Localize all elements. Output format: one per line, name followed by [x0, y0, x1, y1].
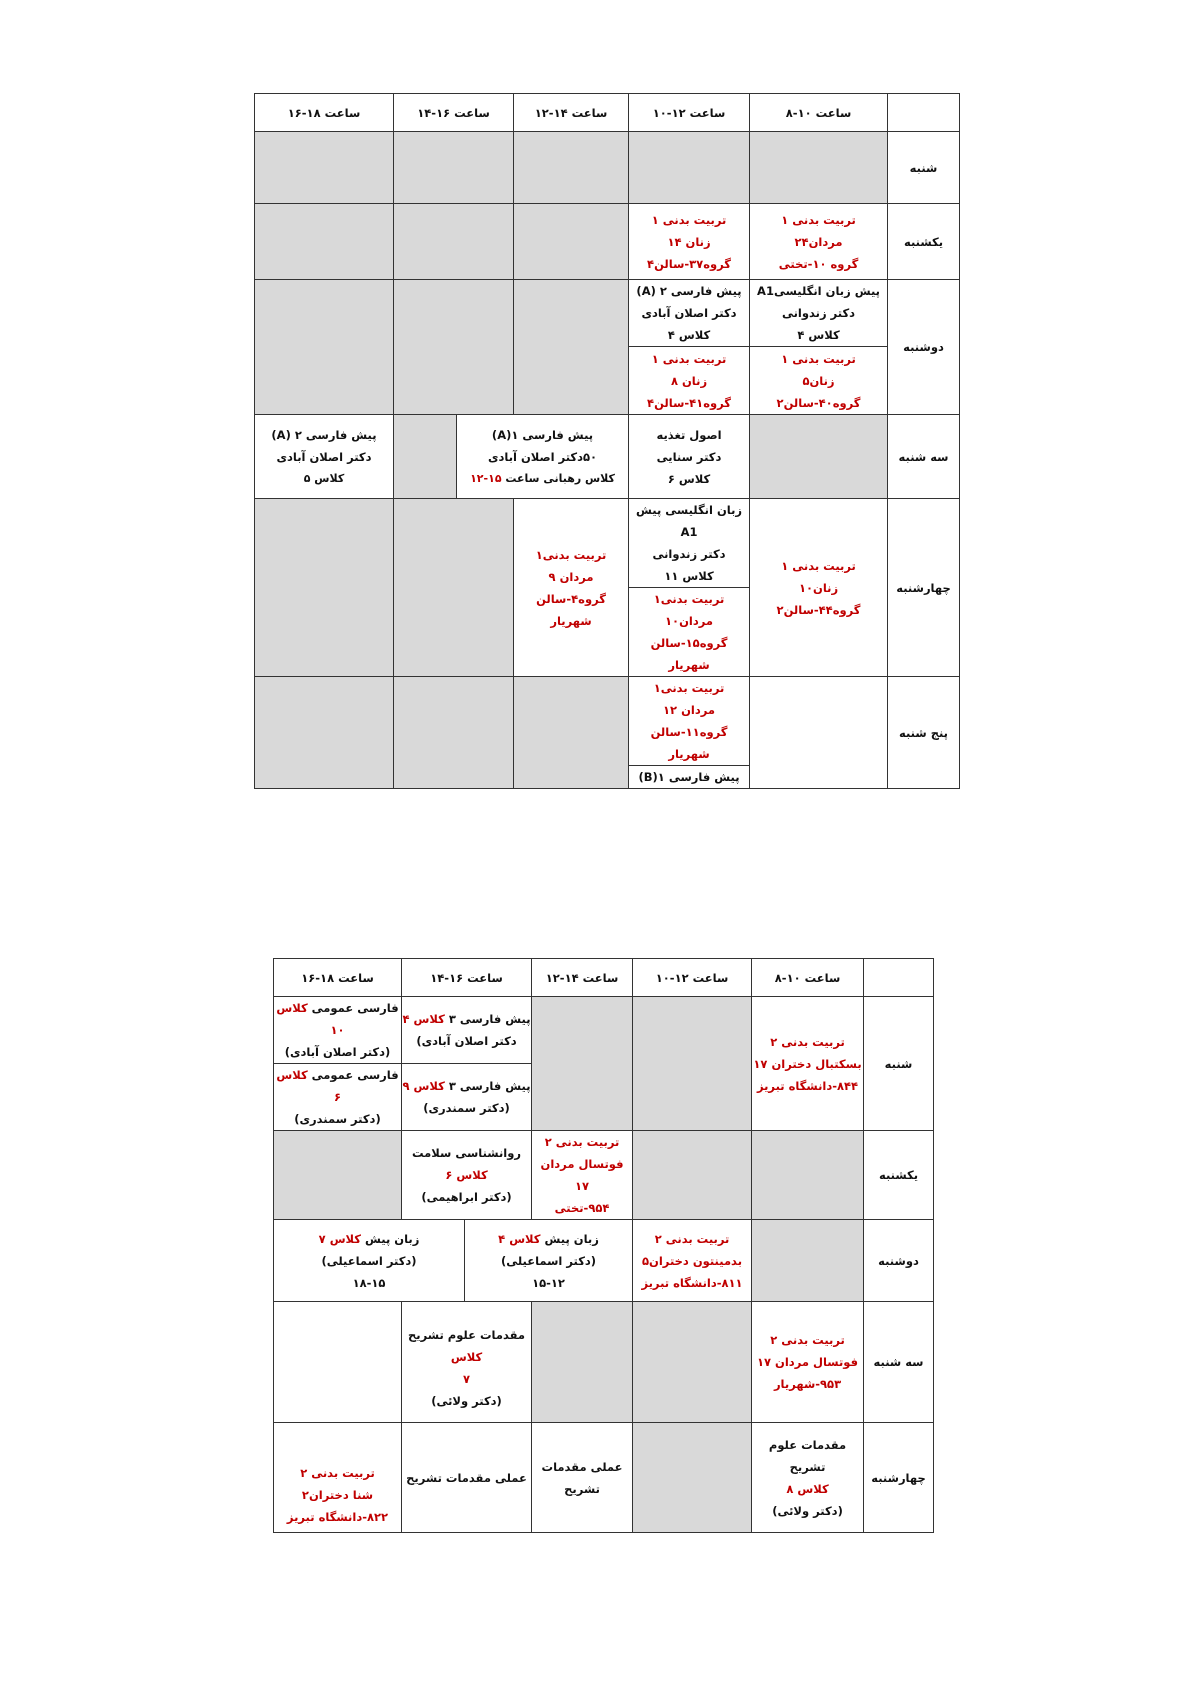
- class-cell: [629, 347, 750, 415]
- class-cell: [274, 997, 402, 1064]
- course-title-cont: تشریح: [564, 1481, 600, 1496]
- empty-cell: [255, 280, 394, 415]
- course-title: تربیت بدنی ۱: [651, 351, 727, 366]
- empty-cell: [750, 132, 888, 204]
- empty-cell: [255, 132, 394, 204]
- course-teacher: (دکتر اسماعیلی): [500, 1253, 597, 1268]
- class-cell: [629, 499, 750, 588]
- course-title-line: [402, 1075, 531, 1097]
- class-cell: پیش فارسی ۱(B): [629, 766, 750, 789]
- course-title: زبان پیش: [544, 1231, 599, 1246]
- empty-cell: [752, 1220, 864, 1302]
- course-group: فوتسال مردان ۱۷: [540, 1157, 624, 1193]
- course-room: کلاس ۴: [402, 1012, 445, 1026]
- row-tuesday: [274, 1302, 934, 1423]
- empty-cell: [255, 499, 394, 677]
- class-cell: [752, 997, 864, 1131]
- course-location: گروه ۱۰-تختی: [778, 256, 859, 271]
- class-cell: [629, 280, 750, 347]
- course-teacher: دکتر اصلان آبادی: [641, 306, 737, 320]
- course-location: ۸۴۴-دانشگاه تبریز: [756, 1078, 859, 1093]
- header-14-16: ساعت ۱۶-۱۴: [394, 94, 514, 132]
- course-title: زبان پیش: [365, 1231, 420, 1246]
- course-room: کلاس: [450, 1350, 483, 1364]
- row-wednesday: [274, 1423, 934, 1533]
- course-teacher: (دکتر اصلان آبادی): [284, 1045, 391, 1059]
- course-title: پیش فارسی ۳: [448, 1079, 531, 1093]
- course-room: کلاس ۴: [667, 328, 711, 342]
- course-group: بسکتبال دختران ۱۷: [753, 1056, 862, 1071]
- course-title: تربیت بدنی ۱: [781, 351, 856, 366]
- class-cell: [274, 1423, 402, 1533]
- header-16-18: ساعت ۱۸-۱۶: [274, 959, 402, 997]
- course-room: کلاس ۱۰: [276, 1001, 345, 1037]
- day-label: یکشنبه: [864, 1131, 934, 1220]
- course-location: ۹۵۳-شهریار: [773, 1377, 842, 1391]
- row-saturday: [274, 997, 934, 1064]
- empty-cell: [750, 415, 888, 499]
- course-teacher: (دکتر ولائی): [431, 1394, 502, 1408]
- header-12-14: ساعت ۱۴-۱۲: [514, 94, 629, 132]
- course-group: زنان۱۰: [798, 580, 839, 595]
- course-time: ۱۸-۱۵: [352, 1275, 386, 1290]
- course-location: ۸۲۲-دانشگاه تبریز: [286, 1510, 389, 1524]
- course-location: گروه۳۷-سالن۴: [647, 256, 731, 271]
- course-location: گروه۱۱-سالن شهریار: [650, 725, 728, 761]
- course-group: زنان ۱۴: [667, 234, 711, 249]
- course-title: تربیت بدنی۱: [653, 592, 725, 606]
- class-cell: [402, 997, 532, 1064]
- course-title: تربیت بدنی ۱: [781, 212, 856, 227]
- course-room: کلاس ۶: [445, 1168, 488, 1182]
- course-room: کلاس ۶: [667, 471, 711, 486]
- course-teacher: دکتر سنایی: [656, 449, 722, 464]
- class-cell: [750, 280, 888, 347]
- course-title-line: [274, 1228, 464, 1250]
- class-cell: [532, 1131, 633, 1220]
- course-group: مردان۱۰: [665, 614, 713, 628]
- course-title: فارسی عمومی: [311, 1001, 399, 1015]
- header-10-12: ساعت ۱۲-۱۰: [629, 94, 750, 132]
- class-cell: [402, 1064, 532, 1131]
- day-label: سه شنبه: [864, 1302, 934, 1423]
- row-monday: [255, 280, 960, 347]
- course-title: روانشناسی سلامت: [411, 1146, 522, 1160]
- course-location: گروه۴۱-سالن۴: [647, 395, 731, 410]
- room-text: کلاس رهبانی ساعت: [505, 471, 615, 485]
- empty-cell: [394, 132, 514, 204]
- course-room: [457, 468, 628, 490]
- course-group: فوتسال مردان ۱۷: [756, 1355, 859, 1369]
- empty-cell: [514, 132, 629, 204]
- course-teacher: (دکتر سمندری): [423, 1101, 510, 1115]
- day-label: شنبه: [864, 997, 934, 1131]
- course-title: تربیت بدنی ۱: [781, 558, 856, 573]
- schedule-table-1: [254, 93, 960, 789]
- course-room: کلاس ۸: [786, 1481, 829, 1496]
- course-title: زبان انگلیسی پیش A1: [636, 503, 743, 539]
- header-10-12: ساعت ۱۲-۱۰: [633, 959, 752, 997]
- course-room: کلاس ۶: [276, 1068, 342, 1104]
- course-title-line: [465, 1228, 632, 1250]
- class-cell: [629, 677, 750, 766]
- row-sunday: [274, 1131, 934, 1220]
- empty-cell: [514, 677, 629, 789]
- class-cell: [750, 499, 888, 677]
- class-cell: [402, 1302, 532, 1423]
- course-group: زنان ۸: [670, 373, 708, 388]
- class-cell: [457, 415, 629, 499]
- class-cell: [465, 1220, 633, 1302]
- course-title: تربیت بدنی ۲: [300, 1466, 375, 1480]
- day-label: چهارشنبه: [888, 499, 960, 677]
- course-group: مردان ۹: [548, 569, 594, 584]
- class-cell: [402, 1131, 532, 1220]
- course-title: تربیت بدنی ۲: [654, 1231, 730, 1246]
- course-room: کلاس ۵: [303, 471, 345, 485]
- empty-cell: [633, 997, 752, 1131]
- course-teacher: (دکتر سمندری): [294, 1112, 381, 1126]
- row-sunday: [255, 204, 960, 280]
- empty-cell: [394, 204, 514, 280]
- course-teacher: دکتر اصلان آبادی: [276, 449, 372, 464]
- empty-cell: [255, 677, 394, 789]
- course-location: گروه۴۴-سالن۲: [776, 602, 861, 617]
- course-location: گروه۴۰-سالن۲: [776, 395, 861, 410]
- course-title: اصول تغذیه: [656, 427, 722, 442]
- day-label: چهارشنبه: [864, 1423, 934, 1533]
- empty-cell: [532, 997, 633, 1131]
- empty-cell: [633, 1131, 752, 1220]
- course-title-line: [402, 1142, 531, 1186]
- course-title: تربیت بدنی ۲: [770, 1333, 845, 1347]
- class-cell: [255, 415, 394, 499]
- course-title: تربیت بدنی۱: [535, 547, 607, 562]
- empty-cell: [394, 499, 514, 677]
- course-teacher: دکتر اصلان آبادی): [416, 1034, 517, 1048]
- empty-cell: [514, 204, 629, 280]
- day-label: دوشنبه: [888, 280, 960, 415]
- class-cell: [629, 204, 750, 280]
- header-8-10: ساعت ۱۰-۸: [752, 959, 864, 997]
- day-label: یکشنبه: [888, 204, 960, 280]
- day-label: پنج شنبه: [888, 677, 960, 789]
- course-teacher: دکتر زندوانی: [781, 306, 856, 320]
- empty-cell: [633, 1302, 752, 1423]
- corner-cell: [888, 94, 960, 132]
- course-room: کلاس ۹: [402, 1079, 445, 1093]
- course-group: بدمینتون دختران۵: [642, 1253, 743, 1268]
- header-row: [274, 959, 934, 997]
- course-title-line: [402, 1008, 531, 1030]
- course-location: ۸۱۱-دانشگاه تبریز: [641, 1275, 743, 1290]
- class-cell: [750, 204, 888, 280]
- course-title: تربیت بدنی ۲: [770, 1034, 845, 1049]
- course-title-line: [274, 1064, 401, 1108]
- course-title-line: [402, 1324, 531, 1368]
- empty-cell: [394, 280, 514, 415]
- row-thursday: [255, 677, 960, 766]
- empty-cell: [255, 204, 394, 280]
- class-cell: [274, 1220, 465, 1302]
- empty-cell: [274, 1131, 402, 1220]
- empty-cell: [394, 415, 457, 499]
- course-room: کلاس ۱۱: [664, 569, 714, 583]
- empty-cell: [394, 677, 514, 789]
- class-cell: [752, 1423, 864, 1533]
- course-title: مقدمات علوم تشریح: [408, 1328, 526, 1342]
- header-row: [255, 94, 960, 132]
- course-room: کلاس ۴: [498, 1231, 541, 1246]
- header-16-18: ساعت ۱۸-۱۶: [255, 94, 394, 132]
- course-title: پیش فارسی ۱(A): [491, 427, 594, 442]
- course-location: گروه۴-سالن شهریار: [536, 591, 606, 628]
- course-group: شنا دختران۲: [301, 1488, 374, 1502]
- empty-cell: [750, 677, 888, 789]
- course-room-number: ۷: [462, 1372, 471, 1386]
- course-title: پیش فارسی ۲ (A): [636, 284, 742, 298]
- course-title: تربیت بدنی۱: [653, 681, 725, 695]
- class-cell: [274, 1064, 402, 1131]
- empty-cell: [514, 280, 629, 415]
- row-tuesday: [255, 415, 960, 499]
- course-title: پیش فارسی ۳: [448, 1012, 531, 1026]
- empty-cell: [629, 132, 750, 204]
- empty-cell: [274, 1302, 402, 1423]
- course-title: پیش فارسی ۲ (A): [271, 427, 377, 442]
- empty-cell: [752, 1131, 864, 1220]
- row-monday: [274, 1220, 934, 1302]
- empty-cell: [532, 1302, 633, 1423]
- class-cell: [532, 1423, 633, 1533]
- empty-cell: [633, 1423, 752, 1533]
- header-14-16: ساعت ۱۶-۱۴: [402, 959, 532, 997]
- class-cell: [752, 1302, 864, 1423]
- class-cell: [633, 1220, 752, 1302]
- schedule-table-2: [273, 958, 934, 1533]
- course-group: مردان ۱۲: [663, 703, 715, 717]
- row-wednesday: [255, 499, 960, 588]
- course-room: کلاس ۷: [318, 1231, 361, 1246]
- course-title-line: [274, 997, 401, 1041]
- time-text: ۱۵-۱۲: [470, 471, 502, 485]
- course-location: گروه۱۵-سالن شهریار: [650, 636, 728, 672]
- header-12-14: ساعت ۱۴-۱۲: [532, 959, 633, 997]
- course-teacher: (دکتر اسماعیلی): [321, 1253, 417, 1268]
- class-cell: [514, 499, 629, 677]
- course-teacher: دکتر زندوانی: [652, 547, 726, 561]
- day-label: سه شنبه: [888, 415, 960, 499]
- course-teacher: (دکتر ولائی): [772, 1503, 843, 1518]
- course-teacher: (دکتر ابراهیمی): [421, 1190, 512, 1204]
- course-title: تربیت بدنی ۲: [544, 1135, 620, 1149]
- day-label: شنبه: [888, 132, 960, 204]
- course-title: عملی مقدمات: [541, 1459, 623, 1474]
- course-title: فارسی عمومی: [311, 1068, 399, 1082]
- day-label: دوشنبه: [864, 1220, 934, 1302]
- course-group: مردان۲۴: [794, 234, 843, 249]
- course-title: مقدمات علوم تشریح: [768, 1437, 847, 1474]
- class-cell: عملی مقدمات تشریح: [402, 1423, 532, 1533]
- class-cell: [629, 588, 750, 677]
- course-time: ۱۵-۱۲: [532, 1275, 565, 1290]
- header-8-10: ساعت ۱۰-۸: [750, 94, 888, 132]
- course-teacher: ۵۰دکتر اصلان آبادی: [487, 449, 598, 464]
- corner-cell: [864, 959, 934, 997]
- course-room: کلاس ۴: [797, 328, 840, 342]
- course-group: زنان۵: [802, 373, 835, 388]
- row-saturday: [255, 132, 960, 204]
- course-title: پیش زبان انگلیسیA1: [757, 284, 880, 298]
- course-location: ۹۵۴-تختی: [554, 1201, 610, 1215]
- course-title: تربیت بدنی ۱: [651, 212, 727, 227]
- class-cell: [750, 347, 888, 415]
- class-cell: [629, 415, 750, 499]
